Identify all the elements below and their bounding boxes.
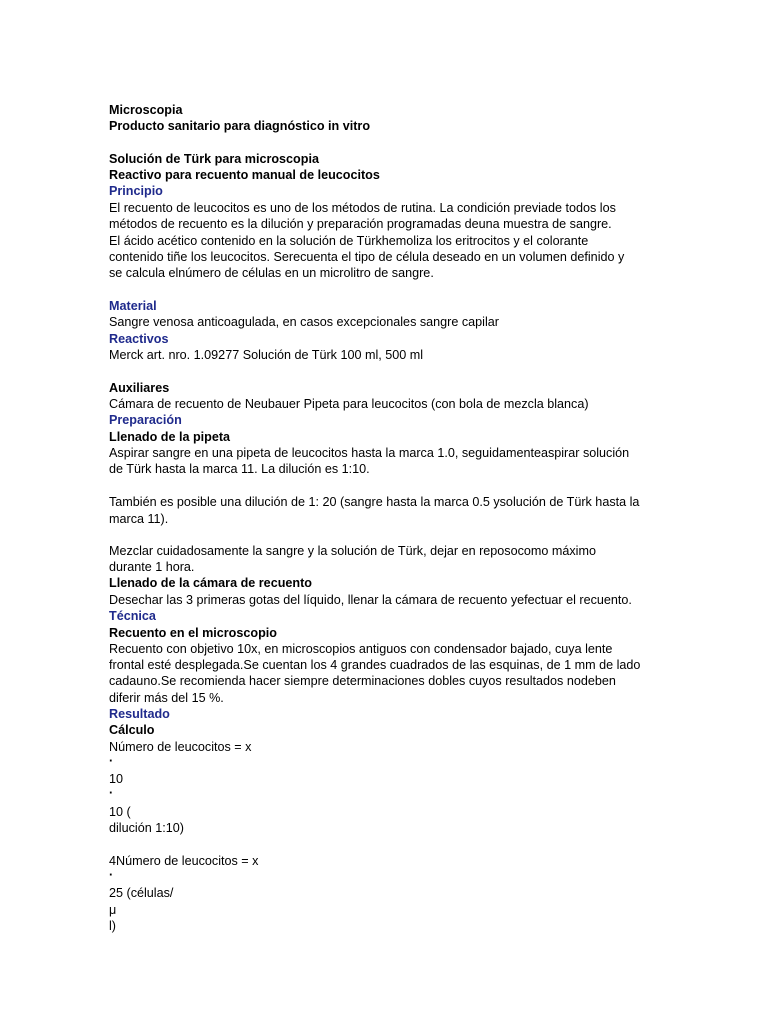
formula-line: Número de leucocitos = x [109, 740, 252, 754]
text-line: Aspirar sangre en una pipeta de leucocitos hasta la marca 1.0, seguidamenteaspirar solución [109, 446, 630, 460]
subheading-calculo: Cálculo [109, 723, 155, 737]
heading-material: Material [109, 299, 157, 313]
heading-resultado: Resultado [109, 707, 170, 721]
text-line: Sangre venosa anticoagulada, en casos excepcionales sangre capilar [109, 315, 499, 329]
subheading-llenado-pipeta: Llenado de la pipeta [109, 430, 231, 444]
formula-line: dilución 1:10) [109, 821, 184, 835]
subheading-recuento-microscopio: Recuento en el microscopio [109, 626, 277, 640]
text-line: El recuento de leucocitos es uno de los métodos de rutina. La condición previade todos los [109, 201, 616, 215]
heading-tecnica: Técnica [109, 609, 156, 623]
text-line: se calcula elnúmero de células en un microlitro de sangre. [109, 266, 434, 280]
formula-line: μ [109, 903, 117, 917]
doc-product-type: Producto sanitario para diagnóstico in vitro [109, 119, 371, 133]
text-line: durante 1 hora. [109, 560, 195, 574]
text-line: contenido tiñe los leucocitos. Serecuenta el tipo de célula deseado en un volumen definido y [109, 250, 625, 264]
formula-line: 10 [109, 772, 124, 786]
formula-line: 4Número de leucocitos = x [109, 854, 259, 868]
text-line: También es posible una dilución de 1: 20 (sangre hasta la marca 0.5 ysolución de Türk hasta la [109, 495, 640, 509]
doc-category: Microscopia [109, 103, 183, 117]
formula-line: 25 (células/ [109, 886, 174, 900]
text-line: diferir más del 15 %. [109, 691, 224, 705]
doc-title: Solución de Türk para microscopia [109, 152, 319, 166]
text-line: Desechar las 3 primeras gotas del líquido, llenar la cámara de recuento yefectuar el recuento. [109, 593, 632, 607]
heading-principio: Principio [109, 184, 163, 198]
formula-dot: · [109, 786, 114, 800]
text-line: de Türk hasta la marca 11. La dilución es 1:10. [109, 462, 370, 476]
text-line: frontal esté desplegada.Se cuentan los 4 grandes cuadrados de las esquinas, de 1 mm de lado [109, 658, 641, 672]
formula-dot: · [109, 868, 114, 882]
text-line: marca 11). [109, 512, 169, 526]
text-line: Merck art. nro. 1.09277 Solución de Türk 100 ml, 500 ml [109, 348, 424, 362]
heading-preparacion: Preparación [109, 413, 182, 427]
heading-auxiliares: Auxiliares [109, 381, 170, 395]
subheading-llenado-camara: Llenado de la cámara de recuento [109, 576, 312, 590]
formula-line: 10 ( [109, 805, 131, 819]
formula-dot: · [109, 754, 114, 768]
heading-reactivos: Reactivos [109, 332, 169, 346]
text-line: métodos de recuento es la dilución y preparación programadas deuna muestra de sangre. [109, 217, 612, 231]
text-line: cadauno.Se recomienda hacer siempre determinaciones dobles cuyos resultados nodeben [109, 674, 616, 688]
doc-subtitle: Reactivo para recuento manual de leucocitos [109, 168, 380, 182]
text-line: El ácido acético contenido en la solución de Türkhemoliza los eritrocitos y el colorante [109, 234, 589, 248]
text-line: Recuento con objetivo 10x, en microscopios antiguos con condensador bajado, cuya lente [109, 642, 613, 656]
text-line: Mezclar cuidadosamente la sangre y la solución de Türk, dejar en reposocomo máximo [109, 544, 596, 558]
text-line: Cámara de recuento de Neubauer Pipeta para leucocitos (con bola de mezcla blanca) [109, 397, 589, 411]
formula-line: l) [109, 919, 116, 933]
